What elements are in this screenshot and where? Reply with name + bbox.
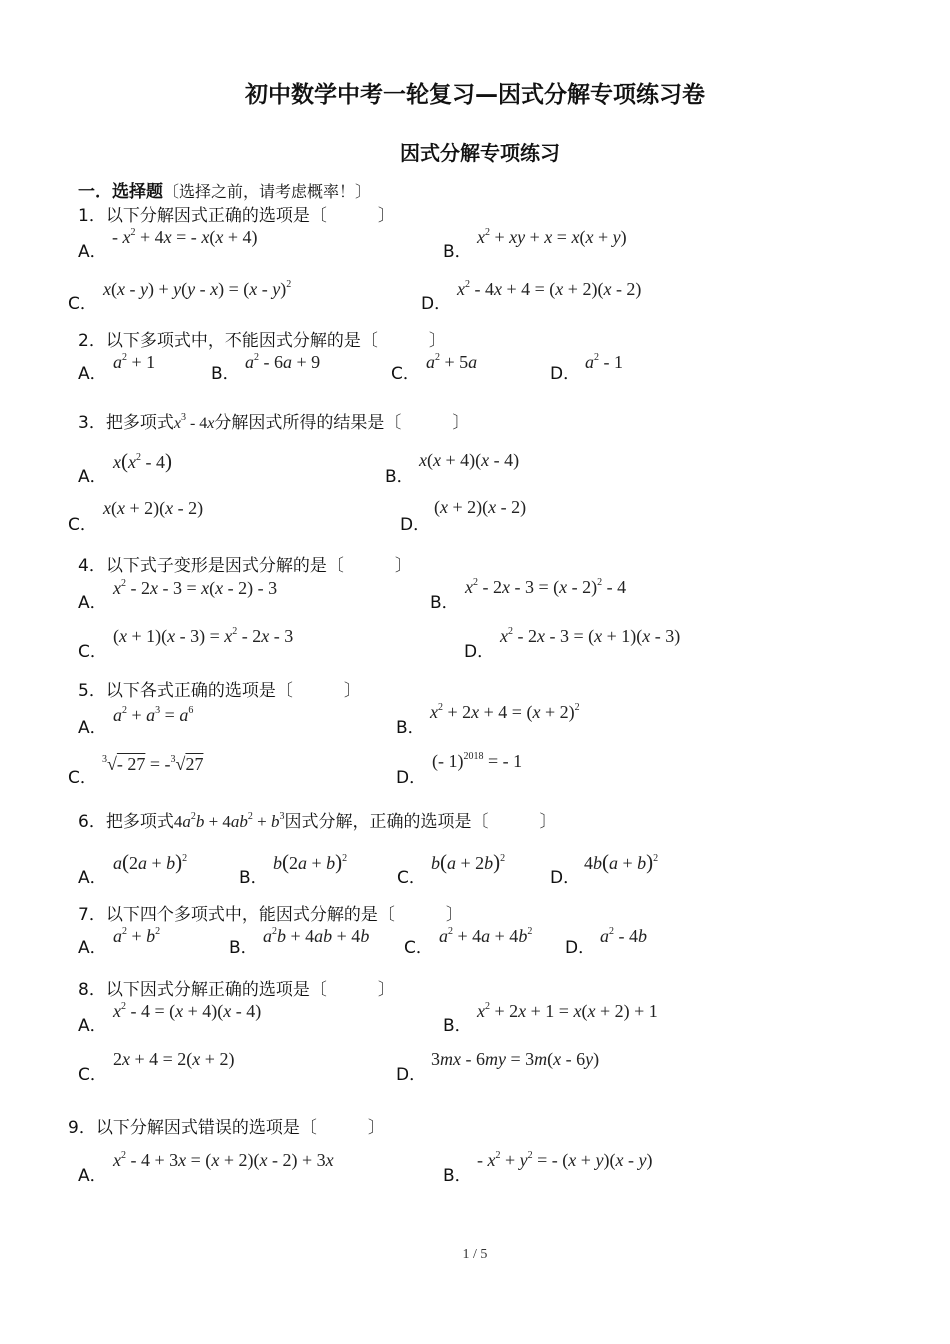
q9-option-a-label: A． (78, 1166, 107, 1186)
q6-option-d-label: D． (550, 868, 581, 888)
q9-option-b-formula: - $x^2 + y^2$ = - (x + y)(x - y) (477, 1150, 653, 1170)
q5-option-a-formula: $a^2 + a^3 = a^6$ (113, 705, 194, 725)
question-3-stem (78, 408, 469, 433)
page-number: 1 / 5 (462, 1247, 488, 1262)
q6-option-b-formula: $b(2a + b)^2$ (273, 850, 348, 874)
q7-option-d-label: D． (565, 938, 596, 958)
q3-option-a-formula: $x(x^2 - 4)$ (113, 449, 172, 473)
q7-option-a-label: A． (78, 938, 107, 958)
section-heading (78, 177, 371, 202)
q2-option-c-formula: $a^2 + 5a$ (426, 352, 478, 372)
question-5-stem: 5．以下各式正确的选项是〔 〕 (78, 681, 361, 701)
q7-option-a-formula: $a^2 + b^2$ (113, 926, 161, 946)
q3-stem-formula: $x^3 - 4x$ (173, 412, 215, 432)
q1-option-c-label: C． (68, 294, 97, 314)
section-note: 〔选择之前，请考虑概率！〕 (163, 182, 372, 201)
q6-option-c-formula: $b(a + 2b)^2$ (431, 850, 506, 874)
q9-option-b-label: B． (443, 1166, 472, 1186)
q3-option-a-label: A． (78, 467, 107, 487)
q3-option-b-formula: x(x + 4)(x - 4) (419, 450, 520, 470)
q6-option-a-formula: $a(2a + b)^2$ (113, 850, 188, 874)
q2-option-b-label: B． (211, 364, 240, 384)
q8-option-b-label: B． (443, 1016, 472, 1036)
q2-option-a-label: A． (78, 364, 107, 384)
q1-option-d-formula: $x^2 - 4x + 4 = (x + 2)(x - 2)$ (457, 279, 642, 299)
q6-option-a-label: A． (78, 868, 107, 888)
q2-option-d-label: D． (550, 364, 581, 384)
q6-stem-start: 6．把多项式 (78, 812, 174, 832)
q7-option-d-formula: $a^2 - 4b$ (600, 926, 647, 946)
q8-option-d-label: D． (396, 1065, 427, 1085)
q5-option-b-formula: $x^2 + 2x + 4 = (x + 2)^2$ (430, 702, 580, 722)
q2-option-c-label: C． (391, 364, 420, 384)
q2-option-b-formula: $a^2 - 6a + 9$ (245, 352, 321, 372)
q6-stem-end: 因式分解，正确的选项是〔 〕 (284, 812, 557, 832)
q8-option-a-label: A． (78, 1016, 107, 1036)
q3-option-c-formula: x(x + 2)(x - 2) (103, 498, 204, 518)
q6-stem-formula: $4a^2b + 4ab^2 + b^3$ (173, 811, 285, 831)
q1-option-b-formula: $x^2$ + xy + x = x(x + y) (477, 227, 627, 247)
q4-option-c-label: C． (78, 642, 107, 662)
q3-stem-start: 3．把多项式 (78, 413, 174, 433)
q3-option-d-label: D． (400, 515, 431, 535)
q2-option-a-formula: $a^2 + 1$ (113, 352, 156, 372)
q5-option-b-label: B． (396, 718, 425, 738)
q5-option-c-formula: $^3$√- 27 = -$^3$√27 (102, 754, 204, 774)
q8-option-d-formula: 3mx - 6my = 3m(x - 6y) (431, 1049, 600, 1069)
q5-option-c-label: C． (68, 768, 97, 788)
q1-option-a-formula: - $x^2 + 4x$ = - x(x + 4) (112, 227, 258, 247)
q4-option-a-label: A． (78, 593, 107, 613)
q8-option-a-formula: $x^2 - 4 = (x + 4)(x - 4)$ (113, 1001, 262, 1021)
q7-option-c-formula: $a^2 + 4a + 4b^2$ (439, 926, 533, 946)
q1-option-a-label: A． (78, 242, 107, 262)
question-9-stem: 9．以下分解因式错误的选项是〔 〕 (68, 1118, 385, 1138)
q2-option-d-formula: $a^2 - 1$ (585, 352, 623, 372)
q7-option-b-label: B． (229, 938, 258, 958)
question-8-stem: 8．以下因式分解正确的选项是〔 〕 (78, 980, 395, 1000)
q3-option-b-label: B． (385, 467, 414, 487)
document-title: 初中数学中考一轮复习—因式分解专项练习卷 (245, 82, 705, 108)
document-subtitle: 因式分解专项练习 (400, 141, 560, 165)
question-6-stem (78, 807, 557, 832)
q7-option-c-label: C． (404, 938, 433, 958)
q5-option-d-label: D． (396, 768, 427, 788)
q6-option-c-label: C． (397, 868, 426, 888)
question-7-stem: 7．以下四个多项式中，能因式分解的是〔 〕 (78, 905, 463, 925)
question-2-stem: 2．以下多项式中，不能因式分解的是〔 〕 (78, 331, 446, 351)
q3-stem-end: 分解因式所得的结果是〔 〕 (214, 413, 470, 433)
q8-option-c-label: C． (78, 1065, 107, 1085)
q4-option-c-formula: $(x + 1)(x - 3) = x^2 - 2x - 3$ (113, 626, 294, 646)
question-4-stem: 4．以下式子变形是因式分解的是〔 〕 (78, 556, 412, 576)
q1-option-c-formula: x(x - y) + y(y - x) = (x - y)$^2$ (103, 279, 292, 299)
q4-option-b-label: B． (430, 593, 459, 613)
q5-option-a-label: A． (78, 718, 107, 738)
q4-option-d-label: D． (464, 642, 495, 662)
q6-option-d-formula: $4b(a + b)^2$ (584, 850, 659, 874)
q8-option-b-formula: $x^2 + 2x + 1 = x(x + 2) + 1$ (477, 1001, 658, 1021)
q5-option-d-formula: (- 1)$^{2018}$ = - 1 (432, 751, 523, 771)
section-label: 一．选择题 (78, 182, 163, 202)
q1-option-b-label: B． (443, 242, 472, 262)
q3-option-c-label: C． (68, 515, 97, 535)
q6-option-b-label: B． (239, 868, 268, 888)
q9-option-a-formula: $x^2 - 4 + 3x = (x + 2)(x - 2) + 3x$ (113, 1150, 334, 1170)
q8-option-c-formula: 2x + 4 = 2(x + 2) (113, 1049, 235, 1069)
q1-option-d-label: D． (421, 294, 452, 314)
q4-option-b-formula: $x^2 - 2x - 3 = (x - 2)^2 - 4$ (465, 577, 627, 597)
question-1-stem: 1．以下分解因式正确的选项是〔 〕 (78, 206, 395, 226)
q3-option-d-formula: (x + 2)(x - 2) (434, 497, 527, 517)
q7-option-b-formula: $a^2b + 4ab + 4b$ (263, 926, 370, 946)
q4-option-d-formula: $x^2 - 2x - 3 = (x + 1)(x - 3)$ (500, 626, 681, 646)
q4-option-a-formula: $x^2 - 2x - 3 = x(x - 2) - 3$ (113, 578, 278, 598)
